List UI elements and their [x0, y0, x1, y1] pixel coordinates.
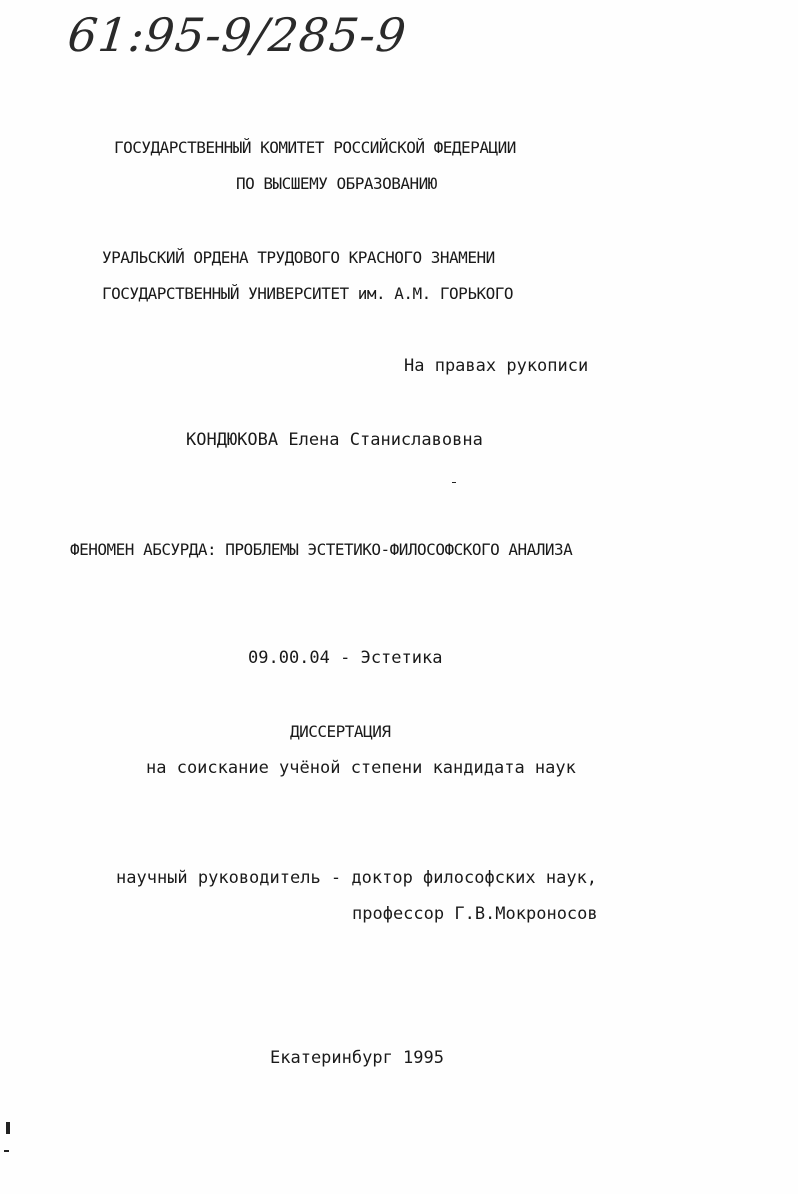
committee-line-2: ПО ВЫСШЕМУ ОБРАЗОВАНИЮ [236, 174, 437, 193]
specialty-code: 09.00.04 - Эстетика [248, 648, 443, 668]
university-line-2: ГОСУДАРСТВЕННЫЙ УНИВЕРСИТЕТ им. А.М. ГОРЬКОГО [102, 284, 513, 303]
scan-speck [452, 482, 456, 483]
supervisor-line-2: профессор Г.В.Мокроносов [352, 904, 598, 924]
supervisor-line-1: научный руководитель - доктор философских наук, [116, 868, 598, 888]
dissertation-title: ФЕНОМЕН АБСУРДА: ПРОБЛЕМЫ ЭСТЕТИКО-ФИЛОСОФСКОГО АНАЛИЗА [70, 540, 573, 559]
university-line-1: УРАЛЬСКИЙ ОРДЕНА ТРУДОВОГО КРАСНОГО ЗНАМЕНИ [102, 248, 495, 267]
city-year: Екатеринбург 1995 [270, 1048, 444, 1068]
scan-speck [4, 1150, 9, 1152]
manuscript-note: На правах рукописи [404, 356, 589, 376]
archive-code-handwritten: 61:95-9/285-9 [65, 8, 410, 62]
author-name: КОНДЮКОВА Елена Станиславовна [186, 430, 483, 450]
committee-line-1: ГОСУДАРСТВЕННЫЙ КОМИТЕТ РОССИЙСКОЙ ФЕДЕРАЦИИ [114, 138, 516, 157]
scan-speck [6, 1122, 10, 1134]
document-type: ДИССЕРТАЦИЯ [290, 722, 391, 741]
degree-line: на соискание учёной степени кандидата наук [146, 758, 576, 778]
